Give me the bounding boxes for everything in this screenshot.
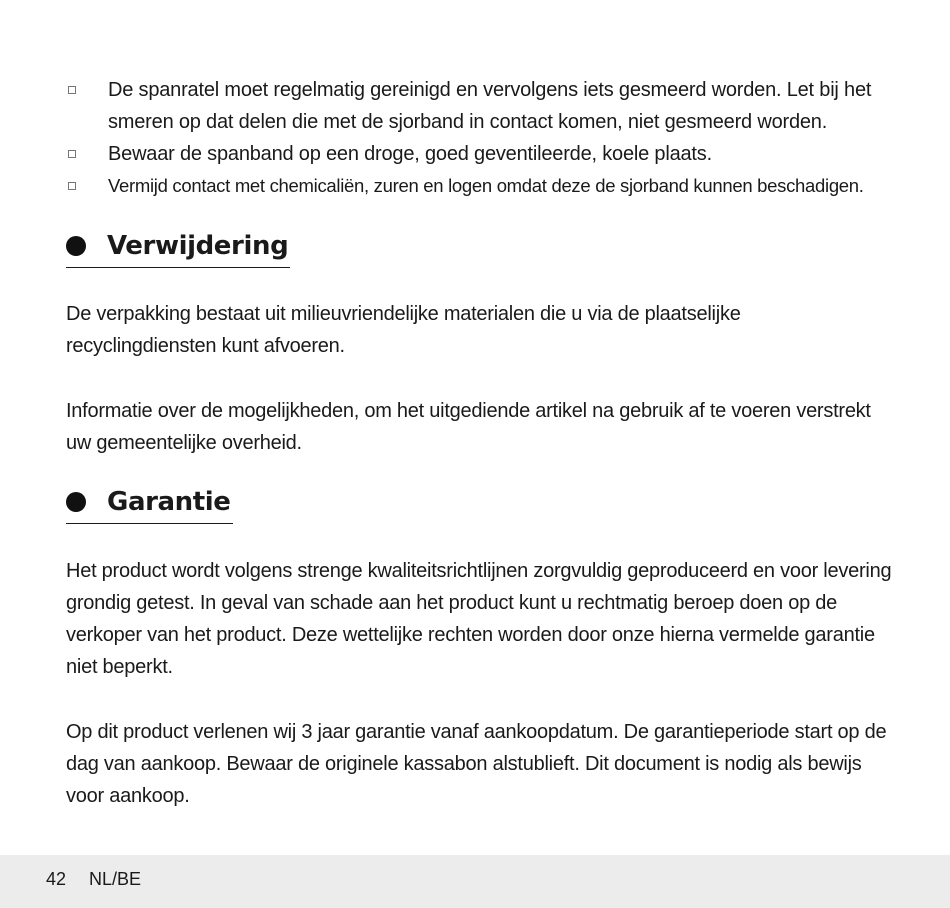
disposal-heading-text: Verwijdering (107, 231, 289, 261)
care-instructions-list (66, 74, 896, 202)
list-item-text: Bewaar de spanband op een droge, goed geventileerde, koele plaats. (108, 143, 712, 165)
list-item-text: De spanratel moet regelmatig gereinigd en vervolgens iets gesmeerd worden. Let bij het smeren op dat delen die met de sjorband in contact komen, niet gesmeerd worden. (108, 79, 872, 133)
list-item (66, 170, 896, 202)
locale-label: NL/BE (89, 869, 142, 889)
warranty-heading-text: Garantie (107, 487, 231, 517)
page-footer (0, 855, 950, 908)
warranty-paragraph-1: Het product wordt volgens strenge kwaliteitsrichtlijnen zorgvuldig geproduceerd en voor levering grondig getest. In geval van schade aan het product kunt u rechtmatig beroep doen op de verkoper van het product. Deze wettelijke rechten worden door onze hierna vermelde garantie niet beperkt. (66, 560, 892, 678)
page-number: 42 (46, 869, 67, 889)
bullet-dot-icon (66, 236, 86, 256)
list-item (66, 74, 896, 138)
checkbox-bullet-icon (68, 86, 76, 94)
checkbox-bullet-icon (68, 150, 76, 158)
warranty-paragraph-2: Op dit product verlenen wij 3 jaar garantie vanaf aankoopdatum. De garantieperiode start op de dag van aankoop. Bewaar de originele kassabon alstublieft. Dit document is nodig als bewijs voor aankoop. (66, 721, 887, 807)
warranty-heading (66, 485, 233, 524)
list-item (66, 138, 896, 170)
bullet-dot-icon (66, 492, 86, 512)
disposal-heading (66, 229, 290, 268)
disposal-paragraph-1: De verpakking bestaat uit milieuvriendelijke materialen die u via de plaatselijke recyclingdiensten kunt afvoeren. (66, 303, 741, 357)
disposal-paragraph-2: Informatie over de mogelijkheden, om het uitgediende artikel na gebruik af te voeren verstrekt uw gemeentelijke overheid. (66, 400, 871, 454)
checkbox-bullet-icon (68, 182, 76, 190)
list-item-text: Vermijd contact met chemicaliën, zuren en logen omdat deze de sjorband kunnen beschadigen. (108, 175, 864, 196)
